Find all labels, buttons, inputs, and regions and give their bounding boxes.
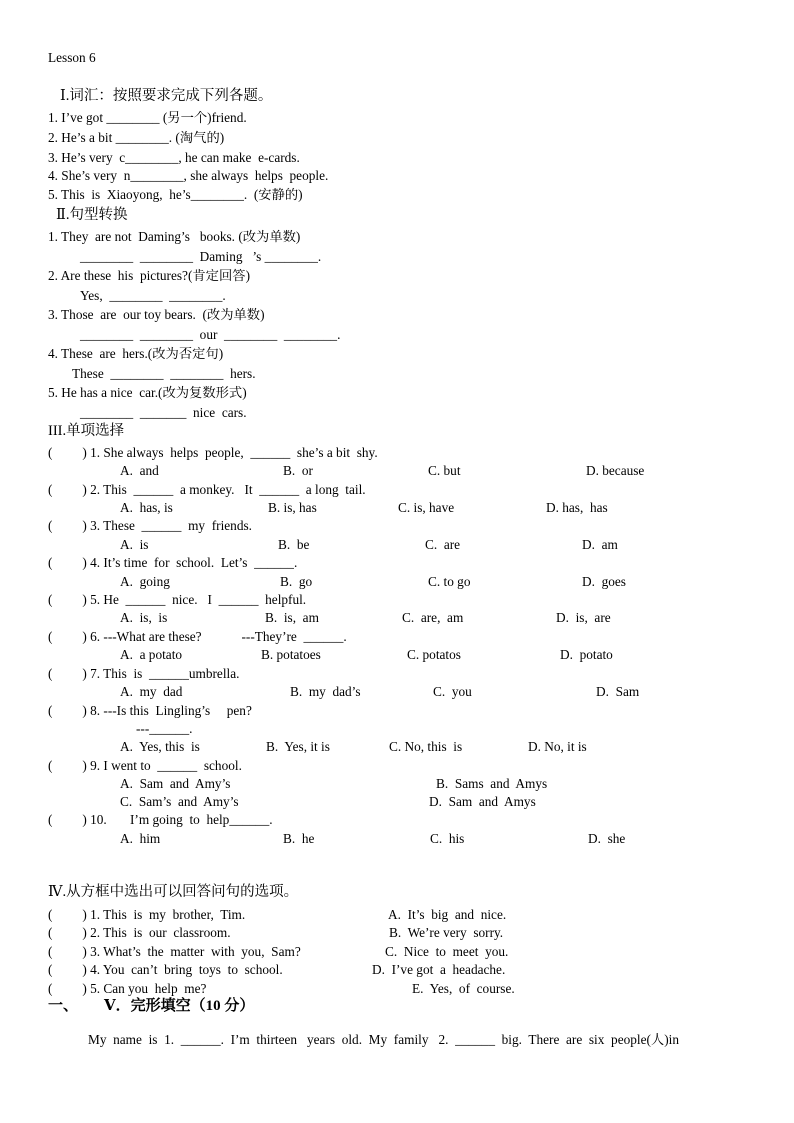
mc-q2-option-a: A. has, is [120, 500, 173, 515]
mc-q7-option-c: C. you [433, 684, 472, 699]
match-question-2: ( ) 2. This is our classroom. [48, 925, 231, 940]
mc-q8-answer-blank: ---______. [136, 721, 193, 736]
match-question-5: ( ) 5. Can you help me? [48, 981, 207, 996]
vocab-item-5: 5. This is Xiaoyong, he’s________. (安静的) [48, 187, 303, 202]
mc-q10-option-d: D. she [588, 831, 626, 846]
mc-q9-option-b: B. Sams and Amys [436, 776, 548, 791]
mc-q8-option-d: D. No, it is [528, 739, 587, 754]
mc-q4-option-d: D. goes [582, 574, 626, 589]
mc-q1-option-c: C. but [428, 463, 461, 478]
mc-question-8: ( ) 8. ---Is this Lingling’s pen? [48, 703, 252, 718]
section-2-title: Ⅱ.句型转换 [56, 207, 128, 223]
mc-q6-option-b: B. potatoes [261, 647, 321, 662]
mc-q1-option-b: B. or [283, 463, 313, 478]
mc-question-2: ( ) 2. This ______ a monkey. It ______ a long tail. [48, 482, 366, 497]
transform-a3: ________ ________ our ________ ________. [80, 327, 341, 342]
mc-q3-option-c: C. are [425, 537, 461, 552]
mc-q8-option-b: B. Yes, it is [266, 739, 330, 754]
mc-q9-option-c: C. Sam’s and Amy’s [120, 794, 239, 809]
mc-q3-option-d: D. am [582, 537, 618, 552]
mc-q5-option-d: D. is, are [556, 610, 611, 625]
match-answer-c: C. Nice to meet you. [385, 944, 509, 959]
section-5-prefix: 一、 [48, 998, 79, 1014]
mc-q3-option-b: B. be [278, 537, 310, 552]
mc-q8-option-a: A. Yes, this is [120, 739, 200, 754]
vocab-item-4: 4. She’s very n________, she always helps people. [48, 168, 329, 183]
mc-q6-option-c: C. potatos [407, 647, 461, 662]
mc-q2-option-c: C. is, have [398, 500, 455, 515]
mc-q1-option-a: A. and [120, 463, 159, 478]
mc-q2-option-b: B. is, has [268, 500, 317, 515]
section-1-title: Ⅰ.词汇：按照要求完成下列各题。 [60, 88, 273, 104]
match-answer-d: D. I’ve got a headache. [372, 962, 506, 977]
transform-q3: 3. Those are our toy bears. (改为单数) [48, 307, 265, 322]
transform-a4: These ________ ________ hers. [72, 366, 256, 381]
mc-q10-option-b: B. he [283, 831, 315, 846]
section-3-title: III.单项选择 [48, 423, 125, 439]
transform-a1: ________ ________ Daming ’s ________. [80, 249, 322, 264]
mc-q5-option-a: A. is, is [120, 610, 168, 625]
mc-q2-option-d: D. has, has [546, 500, 608, 515]
mc-question-9: ( ) 9. I went to ______ school. [48, 758, 242, 773]
mc-question-7: ( ) 7. This is ______umbrella. [48, 666, 240, 681]
mc-q8-option-c: C. No, this is [389, 739, 463, 754]
mc-question-10: ( ) 10. I’m going to help______. [48, 812, 273, 827]
section-5-title: Ⅴ．完形填空（10 分） [104, 998, 255, 1014]
mc-q7-option-a: A. my dad [120, 684, 183, 699]
mc-q9-option-a: A. Sam and Amy’s [120, 776, 231, 791]
mc-q4-option-a: A. going [120, 574, 170, 589]
match-question-3: ( ) 3. What’s the matter with you, Sam? [48, 944, 301, 959]
transform-q4: 4. These are hers.(改为否定句) [48, 346, 224, 361]
vocab-item-1: 1. I’ve got ________ (另一个)friend. [48, 110, 247, 125]
mc-question-5: ( ) 5. He ______ nice. I ______ helpful. [48, 592, 307, 607]
mc-q5-option-b: B. is, am [265, 610, 319, 625]
section-4-title: Ⅳ.从方框中选出可以回答问句的选项。 [48, 884, 299, 900]
mc-q5-option-c: C. are, am [402, 610, 464, 625]
mc-q10-option-a: A. him [120, 831, 161, 846]
mc-q4-option-b: B. go [280, 574, 313, 589]
vocab-item-2: 2. He’s a bit ________. (淘气的) [48, 130, 225, 145]
match-question-4: ( ) 4. You can’t bring toys to school. [48, 962, 283, 977]
mc-q6-option-d: D. potato [560, 647, 613, 662]
mc-q7-option-b: B. my dad’s [290, 684, 361, 699]
transform-q5: 5. He has a nice car.(改为复数形式) [48, 385, 247, 400]
vocab-item-3: 3. He’s very c________, he can make e-cards. [48, 150, 300, 165]
mc-q6-option-a: A. a potato [120, 647, 183, 662]
mc-question-4: ( ) 4. It’s time for school. Let’s ______. [48, 555, 298, 570]
mc-q9-option-d: D. Sam and Amys [429, 794, 536, 809]
cloze-passage: My name is 1. ______. I’m thirteen years old. My family 2. ______ big. There are six people(人)in [88, 1032, 679, 1047]
mc-q3-option-a: A. is [120, 537, 149, 552]
transform-a2: Yes, ________ ________. [80, 288, 226, 303]
match-answer-b: B. We’re very sorry. [389, 925, 504, 940]
mc-q10-option-c: C. his [430, 831, 465, 846]
mc-question-1: ( ) 1. She always helps people, ______ she’s a bit shy. [48, 445, 378, 460]
mc-q4-option-c: C. to go [428, 574, 471, 589]
transform-a5: ________ _______ nice cars. [80, 405, 247, 420]
mc-q7-option-d: D. Sam [596, 684, 640, 699]
lesson-title: Lesson 6 [48, 50, 96, 65]
mc-q1-option-d: D. because [586, 463, 645, 478]
match-answer-a: A. It’s big and nice. [388, 907, 507, 922]
match-question-1: ( ) 1. This is my brother, Tim. [48, 907, 246, 922]
mc-question-6: ( ) 6. ---What are these? ---They’re ______. [48, 629, 347, 644]
transform-q2: 2. Are these his pictures?(肯定回答) [48, 268, 250, 283]
match-answer-e: E. Yes, of course. [412, 981, 515, 996]
mc-question-3: ( ) 3. These ______ my friends. [48, 518, 252, 533]
transform-q1: 1. They are not Daming’s books. (改为单数) [48, 229, 301, 244]
